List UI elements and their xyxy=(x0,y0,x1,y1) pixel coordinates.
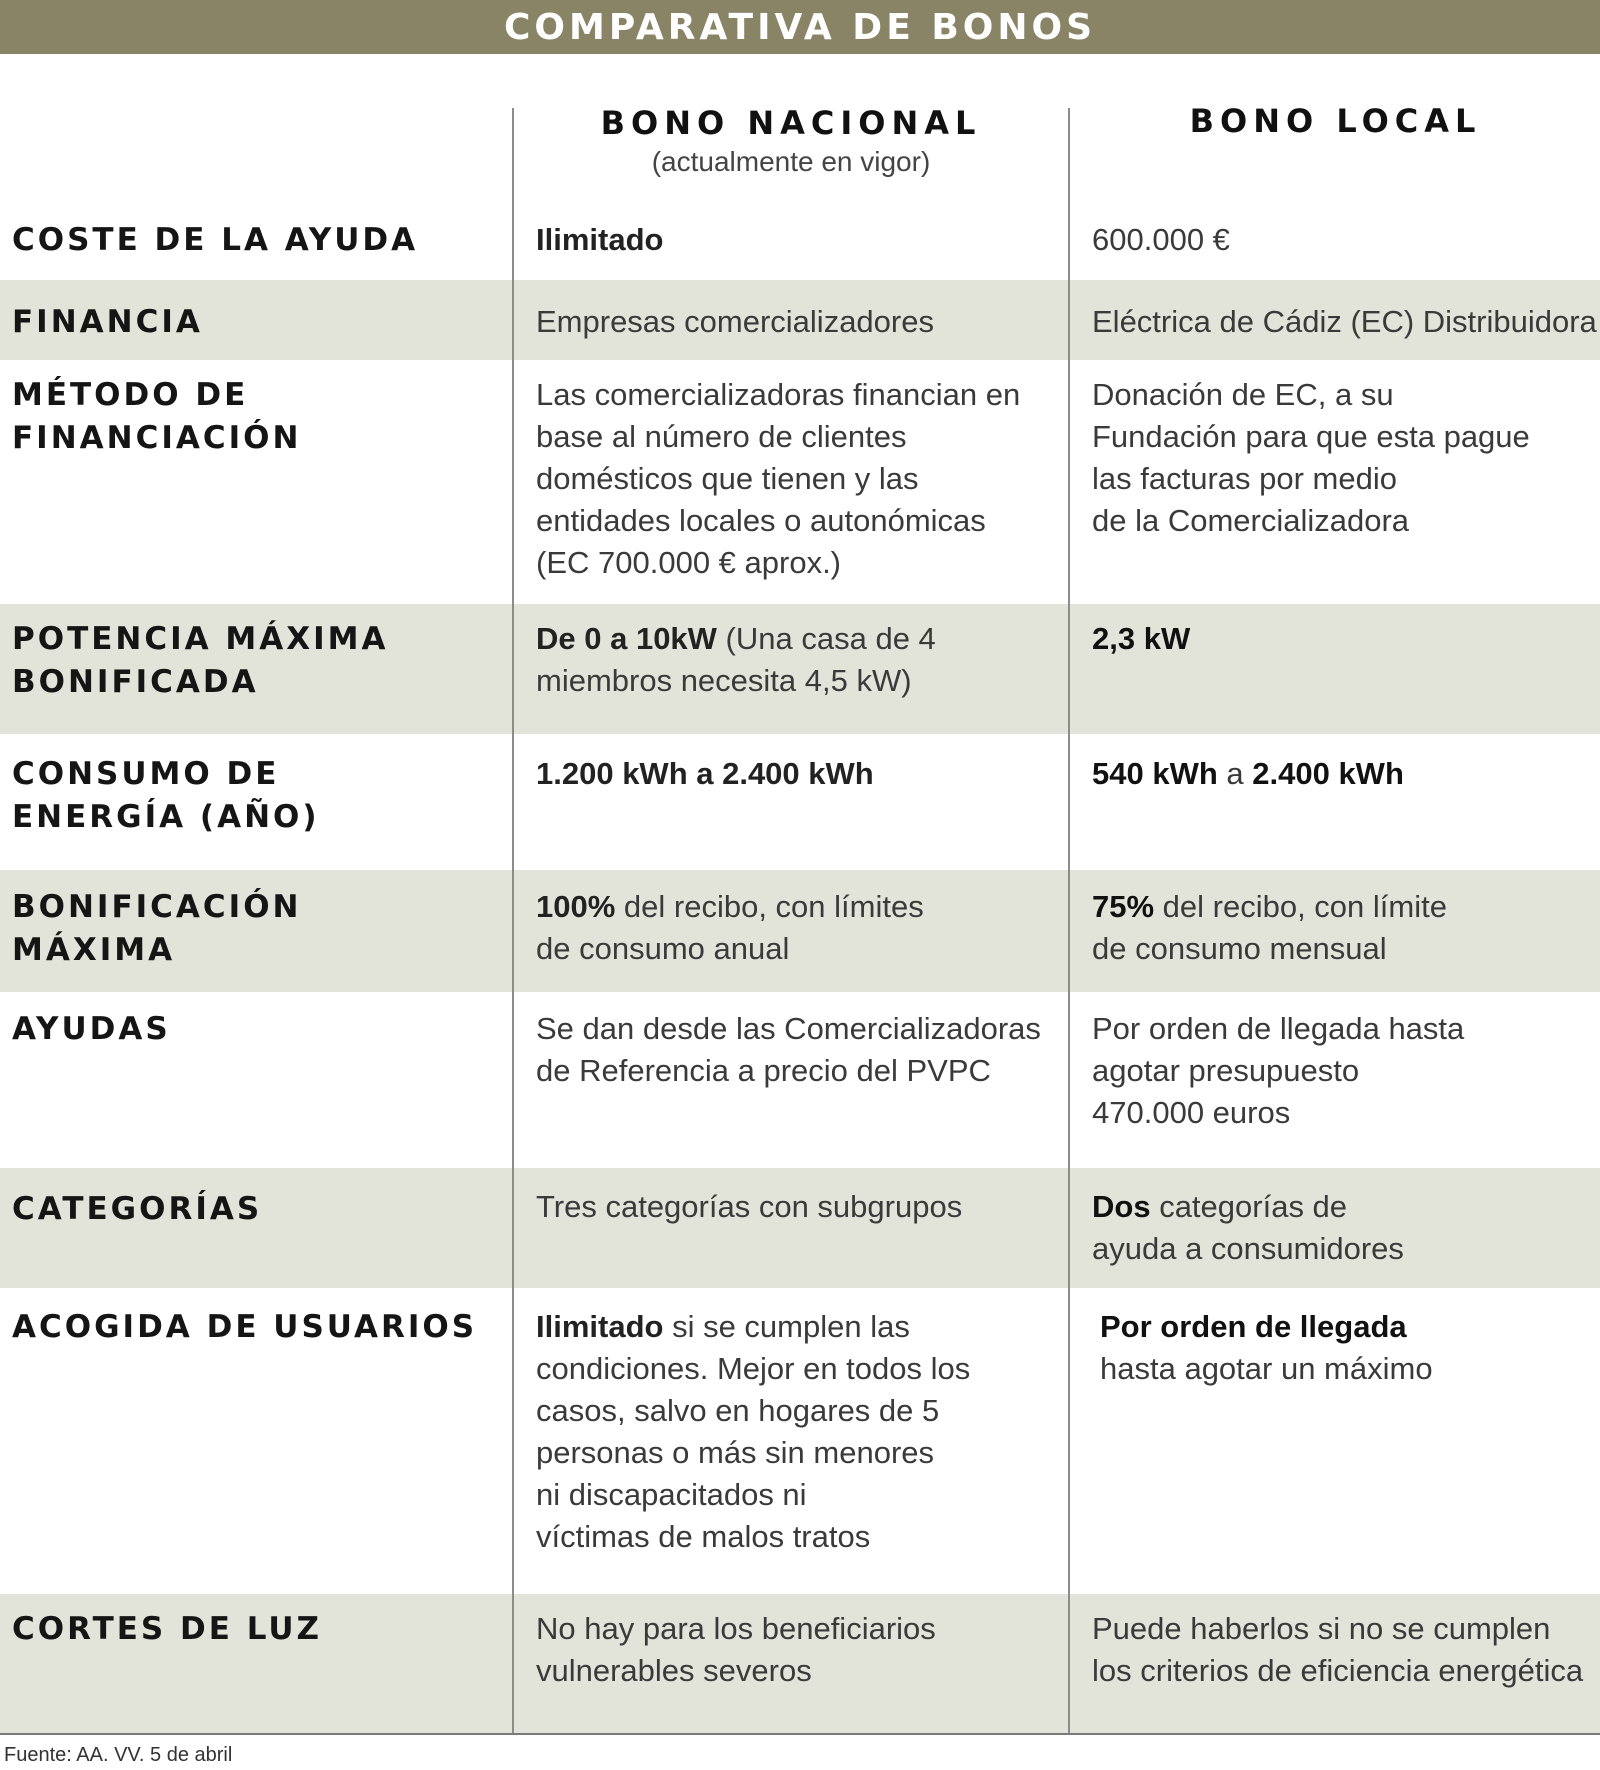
cell-line: de consumo anual xyxy=(536,931,790,966)
table-row-metodo xyxy=(0,360,1600,604)
table-row-financia xyxy=(0,280,1600,360)
row-label-line: CATEGORÍAS xyxy=(12,1191,263,1227)
cell-line: Por orden de llegada xyxy=(1100,1309,1407,1344)
cell-national xyxy=(536,753,1061,795)
row-label-line: POTENCIA MÁXIMA xyxy=(12,621,389,657)
cell-line: base al número de clientes xyxy=(536,419,907,454)
cell-line: Las comercializadoras financian en xyxy=(536,377,1021,412)
row-label-line: CORTES DE LUZ xyxy=(12,1611,323,1647)
cell-line: personas o más sin menores xyxy=(536,1435,935,1470)
row-label-line: FINANCIA xyxy=(12,304,203,340)
column-header-row xyxy=(0,54,1600,184)
cell-strong-text: 540 kWh xyxy=(1092,756,1218,791)
row-label-line: BONIFICACIÓN xyxy=(12,889,302,925)
row-label-line: FINANCIACIÓN xyxy=(12,420,302,456)
cell-line: 1.200 kWh a 2.400 kWh xyxy=(536,756,874,791)
cell-line xyxy=(536,886,1061,928)
row-label xyxy=(12,618,507,704)
table-row-acogida xyxy=(0,1288,1600,1594)
row-label xyxy=(12,1188,507,1231)
cell-strong-text: 75% xyxy=(1092,889,1155,924)
table-row-ayudas xyxy=(0,992,1600,1168)
row-label xyxy=(12,1608,507,1651)
cell-line: Empresas comercializadores xyxy=(536,304,934,339)
cell-line: 2,3 kW xyxy=(1092,621,1191,656)
cell-line: condiciones. Mejor en todos los xyxy=(536,1351,971,1386)
cell-strong-text: De 0 a 10kW xyxy=(536,621,717,656)
row-label-line: MÉTODO DE xyxy=(12,377,249,413)
cell-line xyxy=(536,618,1061,660)
cell-text: del recibo, con límite xyxy=(1154,889,1447,924)
cell-strong-text: 2.400 kWh xyxy=(1252,756,1404,791)
cell-line xyxy=(1092,886,1597,928)
cell-line: casos, salvo en hogares de 5 xyxy=(536,1393,940,1428)
cell-line: de consumo mensual xyxy=(1092,931,1387,966)
row-label-line: AYUDAS xyxy=(12,1011,171,1047)
cell-line: miembros necesita 4,5 kW) xyxy=(536,663,912,698)
cell-line: ni discapacitados ni xyxy=(536,1477,807,1512)
cell-local xyxy=(1092,1608,1597,1692)
cell-strong-text: 100% xyxy=(536,889,616,924)
row-label xyxy=(12,886,507,972)
row-label-line: MÁXIMA xyxy=(12,932,176,968)
cell-line: Eléctrica de Cádiz (EC) Distribuidora xyxy=(1092,304,1597,339)
row-label xyxy=(12,753,507,839)
cell-line: agotar presupuesto xyxy=(1092,1053,1360,1088)
table-row-coste xyxy=(0,200,1600,280)
column-header-national xyxy=(514,104,1068,178)
cell-local xyxy=(1092,886,1597,970)
cell-national xyxy=(536,301,1061,343)
cell-line: 470.000 euros xyxy=(1092,1095,1291,1130)
cell-line: las facturas por medio xyxy=(1092,461,1397,496)
cell-text: si se cumplen las xyxy=(663,1309,910,1344)
column-subtitle-national: (actualmente en vigor) xyxy=(651,146,931,177)
cell-text: categorías de xyxy=(1150,1189,1348,1224)
cell-local xyxy=(1092,618,1597,660)
cell-line: ayuda a consumidores xyxy=(1092,1231,1404,1266)
row-label xyxy=(12,1306,507,1349)
cell-line: de la Comercializadora xyxy=(1092,503,1410,538)
cell-national xyxy=(536,618,1061,702)
column-name-national: BONO NACIONAL xyxy=(600,104,982,142)
row-label-line: BONIFICADA xyxy=(12,664,259,700)
row-label-line: ENERGÍA (AÑO) xyxy=(12,799,320,835)
row-label xyxy=(12,301,507,344)
cell-national xyxy=(536,1008,1061,1092)
cell-line: hasta agotar un máximo xyxy=(1100,1351,1433,1386)
cell-local xyxy=(1092,301,1597,343)
table-row-categorias xyxy=(0,1168,1600,1288)
cell-national xyxy=(536,1306,1061,1558)
cell-line: Puede haberlos si no se cumplen xyxy=(1092,1611,1551,1646)
column-divider-1 xyxy=(512,108,514,1735)
cell-line: domésticos que tienen y las xyxy=(536,461,919,496)
cell-text: a xyxy=(1217,756,1253,791)
cell-text: del recibo, con límites xyxy=(615,889,924,924)
cell-line: Tres categorías con subgrupos xyxy=(536,1189,963,1224)
cell-national xyxy=(536,1186,1061,1228)
cell-line: Por orden de llegada hasta xyxy=(1092,1011,1465,1046)
column-name-local: BONO LOCAL xyxy=(1189,102,1482,140)
cell-line: víctimas de malos tratos xyxy=(536,1519,871,1554)
cell-line: de Referencia a precio del PVPC xyxy=(536,1053,991,1088)
cell-strong-text: Ilimitado xyxy=(536,1309,664,1344)
cell-local xyxy=(1100,1306,1600,1390)
cell-national xyxy=(536,219,1061,261)
row-label-line: COSTE DE LA AYUDA xyxy=(12,222,419,258)
cell-line: (EC 700.000 € aprox.) xyxy=(536,545,842,580)
table-row-consumo xyxy=(0,734,1600,870)
cell-line: Donación de EC, a su xyxy=(1092,377,1394,412)
cell-line xyxy=(536,1306,1061,1348)
table-row-potencia xyxy=(0,604,1600,734)
cell-local xyxy=(1092,753,1597,795)
cell-line xyxy=(1092,1186,1597,1228)
table-row-bonificacion xyxy=(0,870,1600,992)
column-header-local xyxy=(1071,102,1600,140)
row-label xyxy=(12,374,507,460)
column-divider-2 xyxy=(1068,108,1070,1735)
table-bottom-rule xyxy=(0,1733,1600,1735)
row-label xyxy=(12,1008,507,1051)
title-bar xyxy=(0,0,1600,54)
cell-line: No hay para los beneficiarios xyxy=(536,1611,936,1646)
cell-line: los criterios de eficiencia energética xyxy=(1092,1653,1584,1688)
table-row-cortes xyxy=(0,1594,1600,1733)
cell-line: Fundación para que esta pague xyxy=(1092,419,1530,454)
cell-line: Ilimitado xyxy=(536,222,664,257)
cell-strong-text: Dos xyxy=(1092,1189,1151,1224)
row-label-line: ACOGIDA DE USUARIOS xyxy=(12,1309,478,1345)
table-title: COMPARATIVA DE BONOS xyxy=(503,6,1097,48)
cell-national xyxy=(536,1608,1061,1692)
cell-local xyxy=(1092,219,1597,261)
cell-national xyxy=(536,886,1061,970)
cell-local xyxy=(1092,1008,1597,1134)
cell-line: vulnerables severos xyxy=(536,1653,812,1688)
cell-line: 600.000 € xyxy=(1092,222,1230,257)
cell-local xyxy=(1092,1186,1597,1270)
cell-local xyxy=(1092,374,1597,542)
cell-text: (Una casa de 4 xyxy=(716,621,936,656)
cell-national xyxy=(536,374,1061,584)
cell-line: Se dan desde las Comercializadoras xyxy=(536,1011,1041,1046)
row-label-line: CONSUMO DE xyxy=(12,756,280,792)
cell-line xyxy=(1092,753,1597,795)
source-note: Fuente: AA. VV. 5 de abril xyxy=(4,1744,233,1766)
cell-line: entidades locales o autonómicas xyxy=(536,503,986,538)
row-label xyxy=(12,219,507,262)
